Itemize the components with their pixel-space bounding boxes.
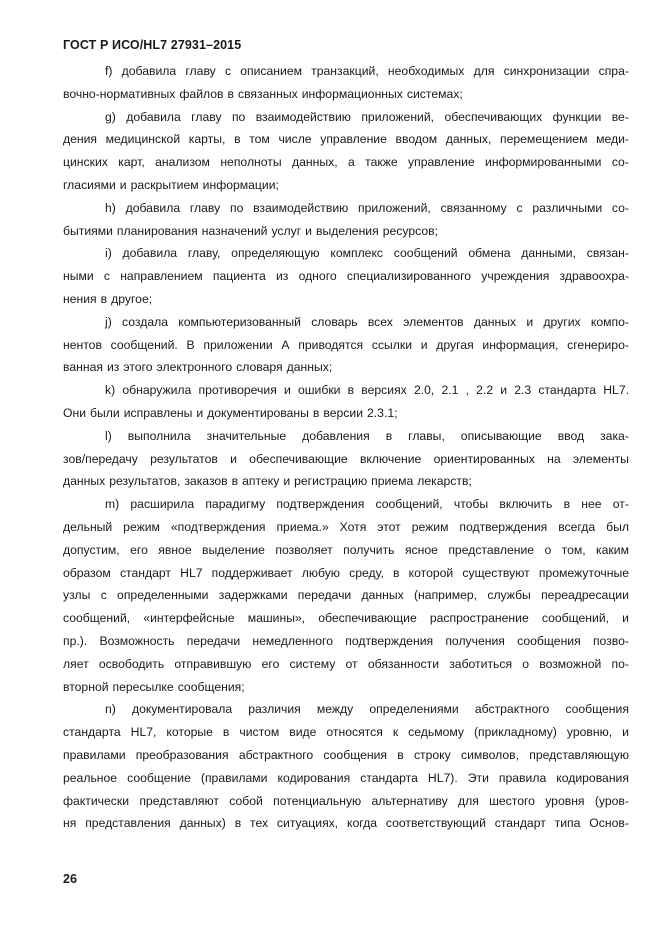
text-line: ляет освободить отправившую его систему от обязанности заботиться о возможной по- [63,656,629,671]
text-line: фактически представляют собой потенциальную альтернативу для шестого уровня (уров- [63,793,629,808]
text-line: допустим, его явное выделение позволяет получить ясное представление о том, каким [63,542,629,557]
text-line: стандарта HL7, которые в чистом виде относятся к седьмому (прикладному) уровню, и [63,725,629,740]
text-line: гласиями и раскрытием информации; [63,177,279,192]
text-line: ня представления данных) в тех ситуациях, когда соответствующий стандарт типа Основ- [63,816,629,831]
text-line: вочно-нормативных файлов в связанных информационных системах; [63,86,463,101]
text-line: цинских карт, анализом неполноты данных, а также управление информированными со- [63,155,629,170]
text-line: зов/передачу результатов и обеспечивающие включение ориентированных на элементы [63,451,629,466]
text-line: дения медицинской карты, в том числе управление вводом данных, перемещением меди- [63,132,629,147]
text-line: m) расширила парадигму подтверждения сообщений, чтобы включить в нее от- [105,497,629,512]
text-line: нентов сообщений. В приложении А приводятся ссылки и другая информация, сгенериро- [63,337,629,352]
text-line: j) создала компьютеризованный словарь всех элементов данных и других компо- [105,314,629,329]
text-line: сообщений, «интерфейсные машины», обеспечивающие распространение сообщений, и [63,611,629,626]
text-line: g) добавила главу по взаимодействию приложений, обеспечивающих функции ве- [105,109,629,124]
text-line: реальное сообщение (правилами кодирования стандарта HL7). Эти правила кодирования [63,770,629,785]
text-line: образом стандарт HL7 поддерживает любую среду, в которой существуют промежуточные [63,565,629,580]
text-line: i) добавила главу, определяющую комплекс сообщений обмена данными, связан- [105,246,629,261]
text-line: данных результатов, заказов в аптеку и регистрацию приема лекарств; [63,474,472,489]
text-line: нения в другое; [63,291,153,306]
text-line: бытиями планирования назначений услуг и выделения ресурсов; [63,223,438,238]
document-body [63,60,629,835]
text-line: пр.). Возможность передачи немедленного подтверждения получения сообщения позво- [63,633,629,648]
text-line: f) добавила главу с описанием транзакций, необходимых для синхронизации спра- [105,64,629,78]
text-line: Они были исправлены и документированы в версии 2.3.1; [63,405,398,420]
text-line: правилами преобразования абстрактного сообщения в строку символов, представляющую [63,747,629,762]
text-line: дельный режим «подтверждения приема.» Хотя этот режим подтверждения всегда был [63,519,629,534]
text-line: вторной пересылке сообщения; [63,679,245,694]
text-line: ванная из этого электронного словаря данных; [63,360,333,375]
text-line: l) выполнила значительные добавления в главы, описывающие ввод зака- [105,428,629,443]
text-line: k) обнаружила противоречия и ошибки в версиях 2.0, 2.1 , 2.2 и 2.3 стандарта HL7. [105,383,629,398]
text-line: ными с направлением пациента из одного специализированного учреждения здравоохра- [63,269,629,284]
document-header: ГОСТ Р ИСО/HL7 27931–2015 [63,38,242,52]
text-line: узлы с определенными задержками передачи данных (например, службы переадресации [63,588,629,603]
page-number: 26 [63,872,77,886]
text-line: h) добавила главу по взаимодействию приложений, связанному с различными со- [105,200,629,215]
text-line: n) документировала различия между определениями абстрактного сообщения [105,702,629,717]
